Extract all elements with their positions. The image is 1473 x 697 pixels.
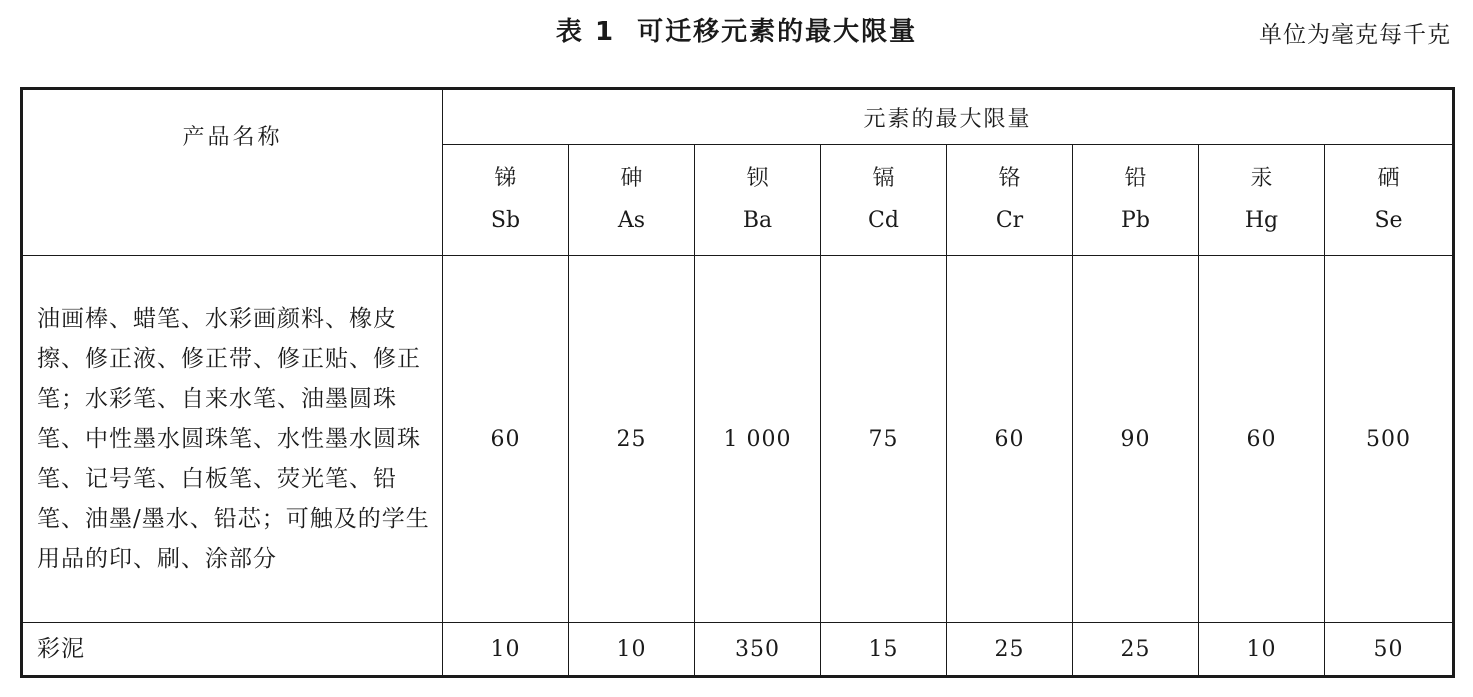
element-symbol: Cr — [995, 208, 1024, 233]
element-name: 砷 — [620, 166, 643, 191]
header-element — [695, 145, 821, 256]
element-name: 硒 — [1377, 166, 1400, 191]
element-name: 汞 — [1250, 166, 1273, 191]
element-name: 钡 — [746, 166, 769, 191]
unit-note: 单位为毫克每千克 — [1259, 22, 1451, 48]
limit-value-cell: 10 — [443, 623, 569, 677]
header-element — [821, 145, 947, 256]
limit-value-cell: 60 — [443, 256, 569, 623]
element-symbol: Ba — [742, 208, 773, 233]
header-element — [947, 145, 1073, 256]
product-name-cell: 彩泥 — [22, 623, 443, 677]
header-product-name: 产品名称 — [22, 89, 443, 256]
limits-table — [20, 87, 1455, 678]
element-symbol: Hg — [1244, 208, 1279, 233]
header-element — [1073, 145, 1199, 256]
element-symbol: Cd — [868, 208, 899, 233]
element-name: 铬 — [998, 166, 1021, 191]
table-title-text: 可迁移元素的最大限量 — [637, 17, 918, 47]
element-symbol: As — [617, 208, 646, 233]
element-symbol: Pb — [1121, 208, 1150, 233]
product-name-cell: 油画棒、蜡笔、水彩画颜料、橡皮擦、修正液、修正带、修正贴、修正笔；水彩笔、自来水笔、油墨圆珠笔、中性墨水圆珠笔、水性墨水圆珠笔、记号笔、白板笔、荧光笔、铅笔、油墨/墨水、铅芯；可触及的学生用品的印、刷、涂部分 — [22, 256, 443, 623]
limit-value-cell: 25 — [947, 623, 1073, 677]
table-number: 表 1 — [555, 17, 616, 47]
header-element — [443, 145, 569, 256]
table-row — [22, 256, 1454, 623]
limit-value-cell: 10 — [1199, 623, 1325, 677]
element-name: 铅 — [1124, 166, 1147, 191]
limit-value-cell: 25 — [569, 256, 695, 623]
limit-value-cell: 25 — [1073, 623, 1199, 677]
header-element — [569, 145, 695, 256]
limit-value-cell: 10 — [569, 623, 695, 677]
table-row — [22, 623, 1454, 677]
limit-value-cell: 50 — [1325, 623, 1454, 677]
header-element-group: 元素的最大限量 — [443, 89, 1454, 145]
limit-value-cell: 60 — [947, 256, 1073, 623]
limit-value-cell: 60 — [1199, 256, 1325, 623]
element-symbol: Sb — [490, 208, 521, 233]
limit-value-cell: 1 000 — [695, 256, 821, 623]
header-element — [1199, 145, 1325, 256]
element-name: 镉 — [872, 166, 895, 191]
header-element — [1325, 145, 1454, 256]
element-name: 锑 — [494, 166, 517, 191]
limit-value-cell: 90 — [1073, 256, 1199, 623]
limit-value-cell: 500 — [1325, 256, 1454, 623]
limit-value-cell: 75 — [821, 256, 947, 623]
element-symbol: Se — [1374, 208, 1403, 233]
header-row-group — [22, 89, 1454, 145]
limit-value-cell: 15 — [821, 623, 947, 677]
table-caption — [0, 14, 1473, 54]
limit-value-cell: 350 — [695, 623, 821, 677]
table-title — [0, 14, 1473, 50]
